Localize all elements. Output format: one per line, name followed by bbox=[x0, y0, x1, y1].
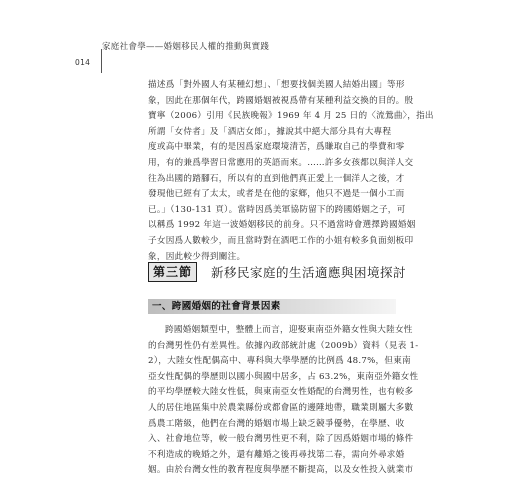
text-line: 子女因爲人數較少，而且當時對在酒吧工作的小姐有較多負面刻板印 bbox=[148, 235, 414, 246]
section-title: 新移民家庭的生活適應與困境探討 bbox=[211, 265, 407, 280]
text-line: 2），大陸女性配偶高中、專科與大學學歷的比例爲 48.7%，但東南 bbox=[148, 356, 411, 367]
text-line: 跨國婚姻類型中，整體上而言，迎娶東南亞外籍女性與大陸女性 bbox=[165, 325, 413, 335]
section-heading bbox=[148, 261, 406, 283]
text-line: 象，因此在那個年代，跨國婚姻被視爲帶有某種利益交換的目的。殷 bbox=[148, 95, 414, 106]
running-header: 家庭社會學——婚姻移民人權的推動與實踐 bbox=[102, 42, 270, 52]
text-line: 人的居住地區集中於農業縣份或都會區的邊陲地帶，職業則屬大多數 bbox=[148, 402, 414, 413]
text-line: 以稱爲 1992 年這一波婚姻移民的前身。只不過當時會選擇跨國婚姻 bbox=[148, 220, 416, 231]
text-line: 寶寧（2006）引用《民族晚報》1969 年 4 月 25 日的〈流鶯曲〉，指出 bbox=[148, 111, 434, 122]
text-line: 所謂「女侍者」及「酒店女郎」，據說其中絕大部分具有大專程 bbox=[148, 126, 392, 137]
text-line: 亞女性配偶的學歷則以國小與國中居多，占 63.2%，東南亞外籍女性 bbox=[148, 371, 419, 382]
text-line: 往為出國的踏腳石，所以有的直到他們真正愛上一個洋人之後，才 bbox=[148, 173, 405, 184]
header-rule bbox=[101, 49, 102, 73]
paragraph-1 bbox=[148, 78, 434, 265]
text-line: 度或高中畢業，有的是因爲家庭環境清苦，爲賺取自己的學費和零 bbox=[148, 142, 405, 153]
subsection-title: 一、跨國婚姻的社會背景因素 bbox=[152, 301, 281, 312]
text-line: 的平均學歷較大陸女性低，與東南亞女性婚配的台灣男性，也有較多 bbox=[148, 387, 414, 398]
text-line: 象，因此較少得到關注。 bbox=[148, 251, 246, 262]
text-line: 的台灣男性仍有差異性。依據內政部統計處（2009b）資料（見表 1- bbox=[148, 340, 419, 351]
text-line: 已。」（130-131 頁）。當時因爲美軍協防留下的跨國婚姻之子，可 bbox=[148, 204, 406, 215]
text-line: 發現他已經有了太太，或者是在他的家鄉，他只不過是一個小工而 bbox=[148, 189, 405, 200]
text-line: 爲農工階級，他們在台灣的婚姻市場上缺乏競爭優勢，在學歷、收 bbox=[148, 418, 405, 429]
paragraph-2 bbox=[148, 323, 418, 479]
text-line: 不利造成的晚婚之外，還有離婚之後再尋找第二春，需向外尋求婚 bbox=[148, 449, 405, 460]
text-line: 姻。由於台灣女性的教育程度與學歷不斷提高，以及女性投入就業市 bbox=[148, 465, 414, 476]
text-line: 入、社會地位等，較一般台灣男性更不利，除了因爲婚姻市場的條件 bbox=[148, 434, 414, 445]
section-number-box: 第三節 bbox=[148, 262, 197, 282]
page-number: 014 bbox=[75, 58, 91, 67]
text-line: 描述爲「對外國人有某種幻想」、「想要找個美國人結婚出國」等形 bbox=[148, 80, 405, 90]
text-line: 用，有的兼爲學習日常應用的英語而來。……許多女孩都以與洋人交 bbox=[148, 157, 414, 168]
